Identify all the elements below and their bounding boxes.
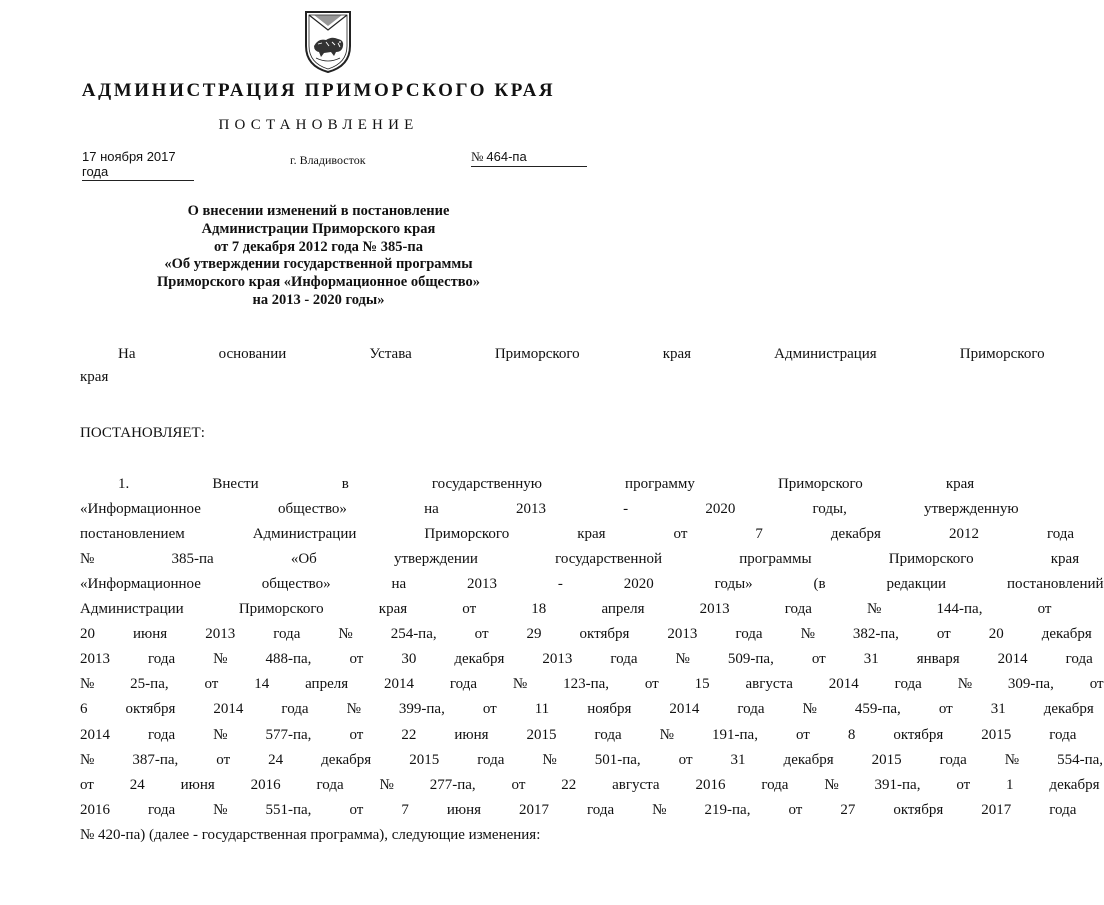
basis-line: На основании Устава Приморского края Администрация Приморского — [118, 346, 1045, 362]
item-1-line: Администрации Приморского края от 18 апреля 2013 года № 144-па, от — [80, 601, 1052, 617]
item-1-line: 2013 года № 488-па, от 30 декабря 2013 года № 509-па, от 31 января 2014 года — [80, 651, 1093, 667]
document-city: г. Владивосток — [290, 153, 366, 167]
item-1-line: 6 октября 2014 года № 399-па, от 11 ноября 2014 года № 459-па, от 31 декабря — [80, 701, 1094, 717]
title-line: О внесении изменений в постановление — [187, 203, 450, 219]
resolves-heading: ПОСТАНОВЛЯЕТ: — [80, 425, 205, 441]
title-line: Приморского края «Информационное общество» — [157, 274, 480, 291]
basis-line: края — [80, 369, 109, 385]
item-1-line: постановлением Администрации Приморского края от 7 декабря 2012 года — [80, 526, 1075, 542]
organization-name: АДМИНИСТРАЦИЯ ПРИМОРСКОГО КРАЯ — [81, 80, 556, 101]
item-1-line: от 24 июня 2016 года № 277-па, от 22 августа 2016 года № 391-па, от 1 декабря — [80, 777, 1100, 793]
item-1-line: № 385-па «Об утверждении государственной программы Приморского края — [80, 551, 1080, 567]
document-date: 17 ноября 2017 года — [82, 149, 194, 181]
item-1-line: 20 июня 2013 года № 254-па, от 29 октября 2013 года № 382-па, от 20 декабря — [80, 626, 1092, 642]
item-1-line: «Информационное общество» на 2013 - 2020 годы» (в редакции постановлений — [80, 576, 1104, 592]
item-1-line: № 387-па, от 24 декабря 2015 года № 501-па, от 31 декабря 2015 года № 554-па, — [80, 752, 1104, 768]
item-1-line: 2014 года № 577-па, от 22 июня 2015 года № 191-па, от 8 октября 2015 года — [80, 727, 1077, 743]
item-1-line: «Информационное общество» на 2013 - 2020 годы, утвержденную — [80, 501, 1019, 517]
document-number — [471, 149, 587, 167]
title-line: «Об утверждении государственной программы — [164, 256, 473, 273]
item-1-line: № 420-па) (далее - государственная программа), следующие изменения: — [80, 827, 541, 843]
title-line: на 2013 - 2020 годы» — [252, 291, 385, 308]
item-1-line: 1. Внести в государственную программу Приморского края — [118, 476, 975, 492]
item-1-line: № 25-па, от 14 апреля 2014 года № 123-па, от 15 августа 2014 года № 309-па, от — [80, 676, 1104, 692]
document-type: ПОСТАНОВЛЕНИЕ — [218, 117, 419, 133]
coat-of-arms-emblem — [302, 8, 354, 74]
title-line: от 7 декабря 2012 года № 385-па — [214, 238, 423, 255]
item-1-line: 2016 года № 551-па, от 7 июня 2017 года № 219-па, от 27 октября 2017 года — [80, 802, 1077, 818]
title-line: Администрации Приморского края — [201, 220, 436, 237]
number-value: 464-па — [486, 149, 527, 164]
number-sign: № — [471, 149, 484, 164]
document-title — [60, 203, 577, 310]
